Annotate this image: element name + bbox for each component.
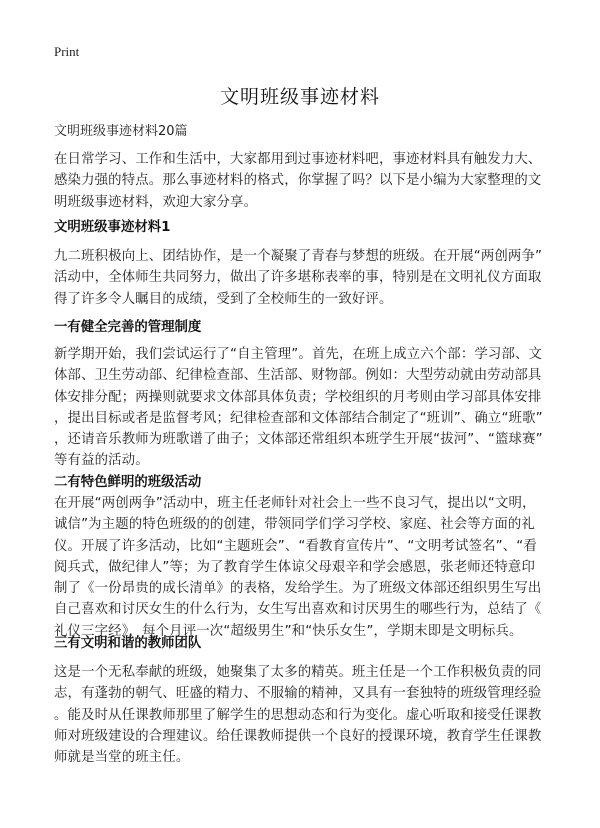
section-heading: 一有健全完善的管理制度: [54, 320, 202, 335]
text-line: ，还请音乐教师为班歌谱了曲子；文体部还常组织本班学生开展“拔河”、“篮球赛”: [54, 432, 543, 448]
text-line: 在开展“两创两争”活动中，班主任老师针对社会上一些不良习气，提出以“文明，: [54, 496, 536, 511]
text-line: 仪。开展了许多活动，比如“主题班会”、“看教育宣传片”、“文明考试签名”、“看: [54, 538, 537, 554]
text-line: 师对班级建设的合理建议。给任课教师提供一个良好的授课环境，教育学生任课教: [54, 728, 542, 744]
text-line: 感染力强的特点。那么事迹材料的格式，你掌握了吗？以下是小编为大家整理的文: [54, 173, 542, 189]
text-line: 阅兵式，做纪律人”等；为了教育学生体谅父母艰辛和学会感恩，张老师还特意印: [54, 559, 536, 575]
text-line: 活动中，全体师生共同努力，做出了许多堪称表率的事，特别是在文明礼仪方面取: [54, 270, 542, 286]
text-line: 这是一个无私奉献的班级，她聚集了太多的精英。班主任是一个工作积极负责的同: [54, 665, 542, 680]
section-heading: 文明班级事迹材料1: [54, 220, 171, 235]
text-line: 等有益的活动。: [54, 453, 149, 469]
section-paragraph: [54, 344, 554, 472]
text-line: 师就是当堂的班主任。: [54, 750, 190, 766]
text-line: 体部、卫生劳动部、纪律检查部、生活部、财物部。例如：大型劳动就由劳动部具: [54, 368, 542, 384]
text-line: 明班级事迹材料，欢迎大家分享。: [54, 194, 258, 210]
text-line: ，提出目标或者是监督考风；纪律检查部和文体部结合制定了“班训”、确立“班歌”: [54, 410, 543, 426]
section-paragraph: [54, 246, 554, 310]
section-heading: 三有文明和谐的教师团队: [54, 636, 202, 651]
intro-paragraph: [54, 149, 554, 213]
text-line: 自己喜欢和讨厌女生的什么行为，女生写出喜欢和讨厌男生的哪些行为，总结了《: [54, 602, 542, 618]
text-line: 得了许多令人瞩目的成绩，受到了全校师生的一致好评。: [54, 291, 393, 307]
text-line: 制了《一份昂贵的成长清单》的表格，发给学生。为了班级文体部还组织男生写出: [54, 581, 542, 597]
text-line: 。能及时从任课教师那里了解学生的思想动态和行为变化。虚心听取和接受任课教: [54, 707, 542, 723]
print-label[interactable]: Print: [54, 44, 80, 59]
text-line: 新学期开始，我们尝试运行了“自主管理”。首先，在班上成立六个部：学习部、文: [54, 347, 543, 362]
document-title: 文明班级事迹材料: [219, 86, 380, 108]
section-paragraph: [54, 493, 554, 642]
text-line: 体安排分配；两操则就要求文体部具体负责；学校组织的月考则由学习部具体安排: [54, 389, 542, 405]
text-line: 九二班积极向上、团结协作，是一个凝聚了青春与梦想的班级。在开展“两创两争”: [54, 249, 543, 264]
section-heading: 二有特色鲜明的班级活动: [54, 475, 202, 490]
document-subtitle: 文明班级事迹材料20篇: [54, 124, 188, 139]
text-line: 诚信”为主题的特色班级的的创建，带领同学们学习学校、家庭、社会等方面的礼: [54, 517, 536, 533]
section-paragraph: [54, 662, 554, 768]
text-line: 在日常学习、工作和生活中，大家都用到过事迹材料吧，事迹材料具有触发力大、: [54, 152, 542, 167]
text-line: 志，有蓬勃的朝气、旺盛的精力、不服输的精神，又具有一套独特的班级管理经验: [54, 686, 542, 702]
text-line: 礼仪三字经》，每个月评一次“超级男生”和“快乐女生”，学期末即是文明标兵。: [54, 623, 523, 639]
